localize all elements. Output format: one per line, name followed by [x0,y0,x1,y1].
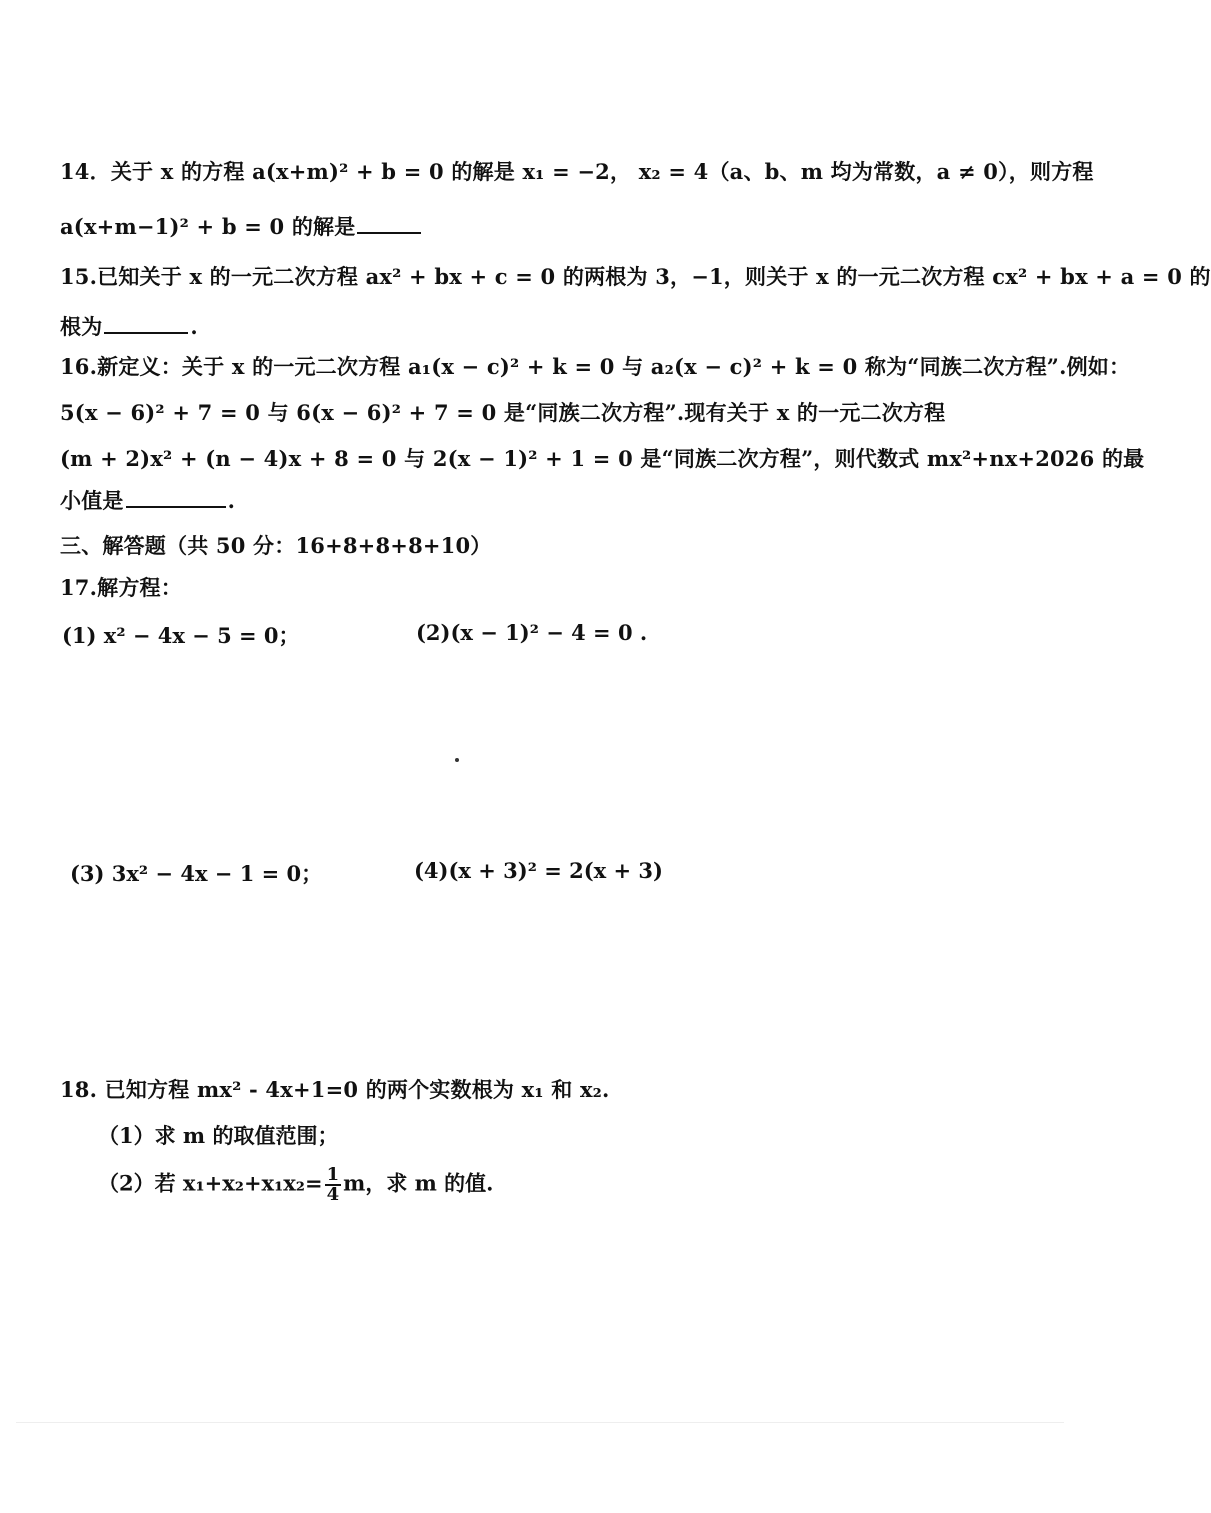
q15-period: . [190,314,198,339]
q18-part2 [98,1166,494,1204]
q14-answer-blank[interactable] [357,212,421,234]
q14-line2 [60,212,1024,242]
q14-text-1: 14．关于 x 的方程 a(x+m)² + b = 0 的解是 x₁ = −2， x₂ = 4（a、b、m 均为常数，a ≠ 0），则方程 [60,159,1094,184]
q17-part4: (4)(x + 3)² = 2(x + 3) [414,858,663,883]
section3-heading [60,531,1024,561]
q15-text-2: 根为 [60,314,103,339]
q17-title-text: 17.解方程： [60,575,182,600]
q17-part2: (2)(x − 1)² − 4 = 0 . [416,620,648,645]
scan-speck [455,758,459,762]
q16-text-1: 16.新定义：关于 x 的一元二次方程 a₁(x − c)² + k = 0 与 a₂(x − c)² + k = 0 称为“同族二次方程”.例如： [60,354,1131,379]
q18-line1 [60,1075,1024,1105]
q17-part3: (3) 3x² − 4x − 1 = 0； [70,861,323,886]
q17-title [60,573,1024,603]
q15-answer-blank[interactable] [104,312,188,334]
q16-line2 [60,398,1024,428]
q14-line1 [60,157,1094,187]
q16-period: . [227,488,236,513]
q18-fraction-numerator: 1 [326,1164,340,1185]
q18-fraction [325,1166,342,1204]
q16-line4 [60,486,1024,516]
q17-part1: (1) x² − 4x − 5 = 0； [62,623,300,648]
q16-text-2: 5(x − 6)² + 7 = 0 与 6(x − 6)² + 7 = 0 是“同族二次方程”.现有关于 x 的一元二次方程 [60,400,946,425]
q16-answer-blank[interactable] [126,486,226,508]
q18-text-1: 18. 已知方程 mx² - 4x+1=0 的两个实数根为 x₁ 和 x₂. [60,1077,610,1102]
q16-text-3: (m + 2)x² + (n − 4)x + 8 = 0 与 2(x − 1)² + 1 = 0 是“同族二次方程”，则代数式 mx²+nx+2026 的最 [60,446,1145,471]
q14-text-2: a(x+m−1)² + b = 0 的解是 [60,214,356,239]
q15-text-1: 15.已知关于 x 的一元二次方程 ax² + bx + c = 0 的两根为 3，−1，则关于 x 的一元二次方程 cx² + bx + a = 0 的 [60,264,1211,289]
section3-heading-text: 三、解答题（共 50 分：16+8+8+8+10） [60,533,492,558]
q18-part2-post: m，求 m 的值. [343,1170,494,1196]
page-bottom-divider [16,1422,1064,1423]
q16-text-4: 小值是 [60,488,124,513]
q16-line3 [60,444,1145,474]
q15-line2 [60,312,1024,342]
q15-line1 [60,262,1211,292]
q18-part1: （1）求 m 的取值范围； [98,1123,339,1148]
q16-line1 [60,352,1131,382]
q18-fraction-denominator: 4 [326,1184,340,1205]
q18-part2-pre: （2）若 x₁+x₂+x₁x₂= [98,1170,323,1196]
